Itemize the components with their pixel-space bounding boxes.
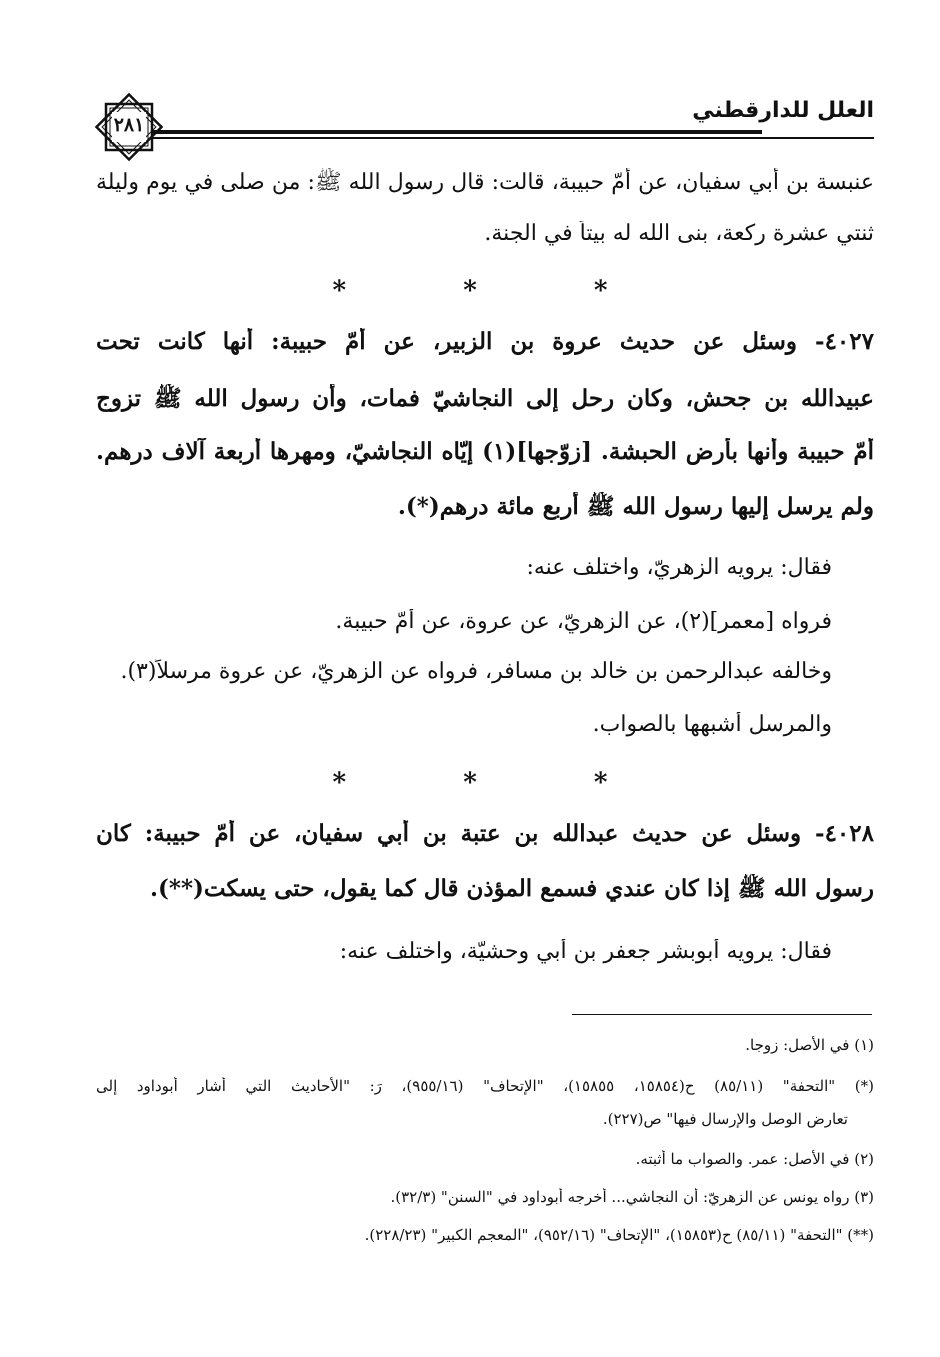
answer-line: فرواه [معمر](٢)، عن الزهريّ، عن عروة، عن أمّ حبيبة. <box>335 609 832 634</box>
section-separator: * * * <box>332 768 662 798</box>
answer-line: فقال: يرويه الزهريّ، واختلف عنه: <box>526 555 832 580</box>
footnote-separator <box>572 1014 872 1015</box>
page-number-badge <box>92 92 166 162</box>
hadith-4027-line: ٤٠٢٧- وسئل عن حديث عروة بن الزبير، عن أمّ حبيبة: أنها كانت تحت <box>96 328 874 355</box>
hadith-4028-line: رسول الله ﷺ إذا كان عندي فسمع المؤذن قال كما يقول، حتى يسكت(**). <box>150 875 874 902</box>
footnote: (٢) في الأصل: عمر. والصواب ما أثبته. <box>635 1150 874 1168</box>
hadith-4028-line: ٤٠٢٨- وسئل عن حديث عبدالله بن عتبة بن أبي سفيان، عن أمّ حبيبة: كان <box>96 820 874 847</box>
hadith-4027-line: عبيدالله بن جحش، وكان رحل إلى النجاشيّ فمات، وأن رسول الله ﷺ تزوج <box>96 385 874 412</box>
answer-line: والمرسل أشبهها بالصواب. <box>592 712 832 737</box>
header-rule-thick <box>152 130 762 134</box>
footnote: (*) "التحفة" (٨٥/١١) ح(١٥٨٥٤، ١٥٨٥٥)، "الإتحاف" (٩٥٥/١٦)، رَ: "الأحاديث التي أشار أبوداود إلى <box>96 1077 874 1095</box>
body-line: عنبسة بن أبي سفيان، عن أمّ حبيبة، قالت: قال رسول الله ﷺ: من صلى في يوم وليلة <box>96 170 874 195</box>
answer-line: فقال: يرويه أبوبشر جعفر بن أبي وحشيّة، واختلف عنه: <box>339 939 832 964</box>
running-header-title: العلل للدارقطني <box>692 98 874 123</box>
footnote: (٣) رواه يونس عن الزهريّ: أن النجاشي... أخرجه أبوداود في "السنن" (٣٢/٣). <box>390 1188 874 1206</box>
hadith-4027-line: ولم يرسل إليها رسول الله ﷺ أربع مائة درهم(*). <box>397 493 874 520</box>
hadith-4027-line: أمّ حبيبة وأنها بأرض الحبشة. [زوّجها](١) إيّاه النجاشيّ، ومهرها أربعة آلاف درهم. <box>96 438 874 465</box>
section-separator: * * * <box>332 276 662 306</box>
footnote-continuation: تعارض الوصل والإرسال فيها" ص(٢٢٧). <box>602 1110 848 1128</box>
footnote: (**) "التحفة" (٨٥/١١) ح(١٥٨٥٣)، "الإتحاف" (٩٥٢/١٦)، "المعجم الكبير" (٢٢٨/٢٣). <box>364 1226 874 1244</box>
footnote: (١) في الأصل: زوجا. <box>745 1036 874 1054</box>
body-line: ثنتي عشرة ركعة، بنى الله له بيتاً في الجنة. <box>484 221 874 246</box>
answer-line: وخالفه عبدالرحمن بن خالد بن مسافر، فرواه عن الزهريّ، عن عروة مرسلاً(٣). <box>120 659 832 684</box>
page-number: ٢٨١ <box>113 114 145 136</box>
header-rule-thin <box>152 137 874 139</box>
